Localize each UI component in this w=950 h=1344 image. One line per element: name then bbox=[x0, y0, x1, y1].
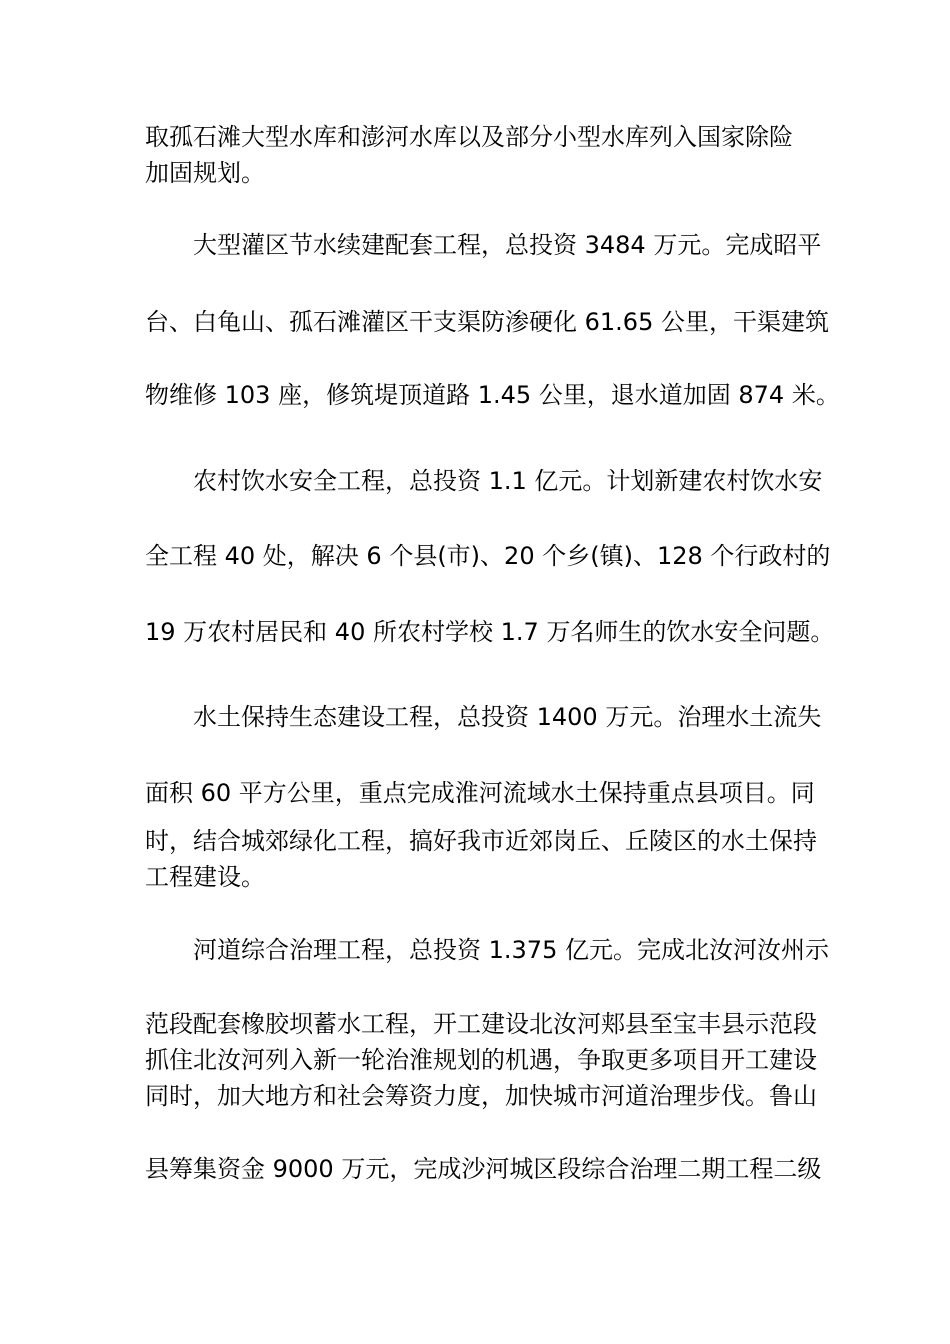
paragraph-start-line: 农村饮水安全工程，总投资 1.1 亿元。计划新建农村饮水安 bbox=[193, 467, 823, 495]
text-line: 工程建设。 bbox=[145, 863, 265, 891]
text-line: 面积 60 平方公里，重点完成淮河流域水土保持重点县项目。同 bbox=[145, 779, 815, 807]
text-line: 19 万农村居民和 40 所农村学校 1.7 万名师生的饮水安全问题。 bbox=[145, 618, 835, 646]
paragraph-start-line: 河道综合治理工程，总投资 1.375 亿元。完成北汝河汝州示 bbox=[193, 936, 829, 964]
text-line: 同时，加大地方和社会筹资力度，加快城市河道治理步伐。鲁山 bbox=[145, 1082, 817, 1110]
text-line: 取孤石滩大型水库和澎河水库以及部分小型水库列入国家除险 bbox=[145, 123, 793, 151]
text-line: 抓住北汝河列入新一轮治淮规划的机遇，争取更多项目开工建设 bbox=[145, 1046, 817, 1074]
paragraph-start-line: 水土保持生态建设工程，总投资 1400 万元。治理水土流失 bbox=[193, 703, 822, 731]
text-line: 范段配套橡胶坝蓄水工程，开工建设北汝河郏县至宝丰县示范段 bbox=[145, 1010, 817, 1038]
text-line: 加固规划。 bbox=[145, 159, 265, 187]
text-line: 物维修 103 座，修筑堤顶道路 1.45 公里，退水道加固 874 米。 bbox=[145, 381, 840, 409]
text-line: 台、白龟山、孤石滩灌区干支渠防渗硬化 61.65 公里，干渠建筑 bbox=[145, 308, 829, 336]
paragraph-start-line: 大型灌区节水续建配套工程，总投资 3484 万元。完成昭平 bbox=[193, 231, 822, 259]
text-line: 时，结合城郊绿化工程，搞好我市近郊岗丘、丘陵区的水土保持 bbox=[145, 827, 817, 855]
text-line: 县筹集资金 9000 万元，完成沙河城区段综合治理二期工程二级 bbox=[145, 1155, 822, 1183]
text-line: 全工程 40 处，解决 6 个县(市)、20 个乡(镇)、128 个行政村的 bbox=[145, 542, 831, 570]
